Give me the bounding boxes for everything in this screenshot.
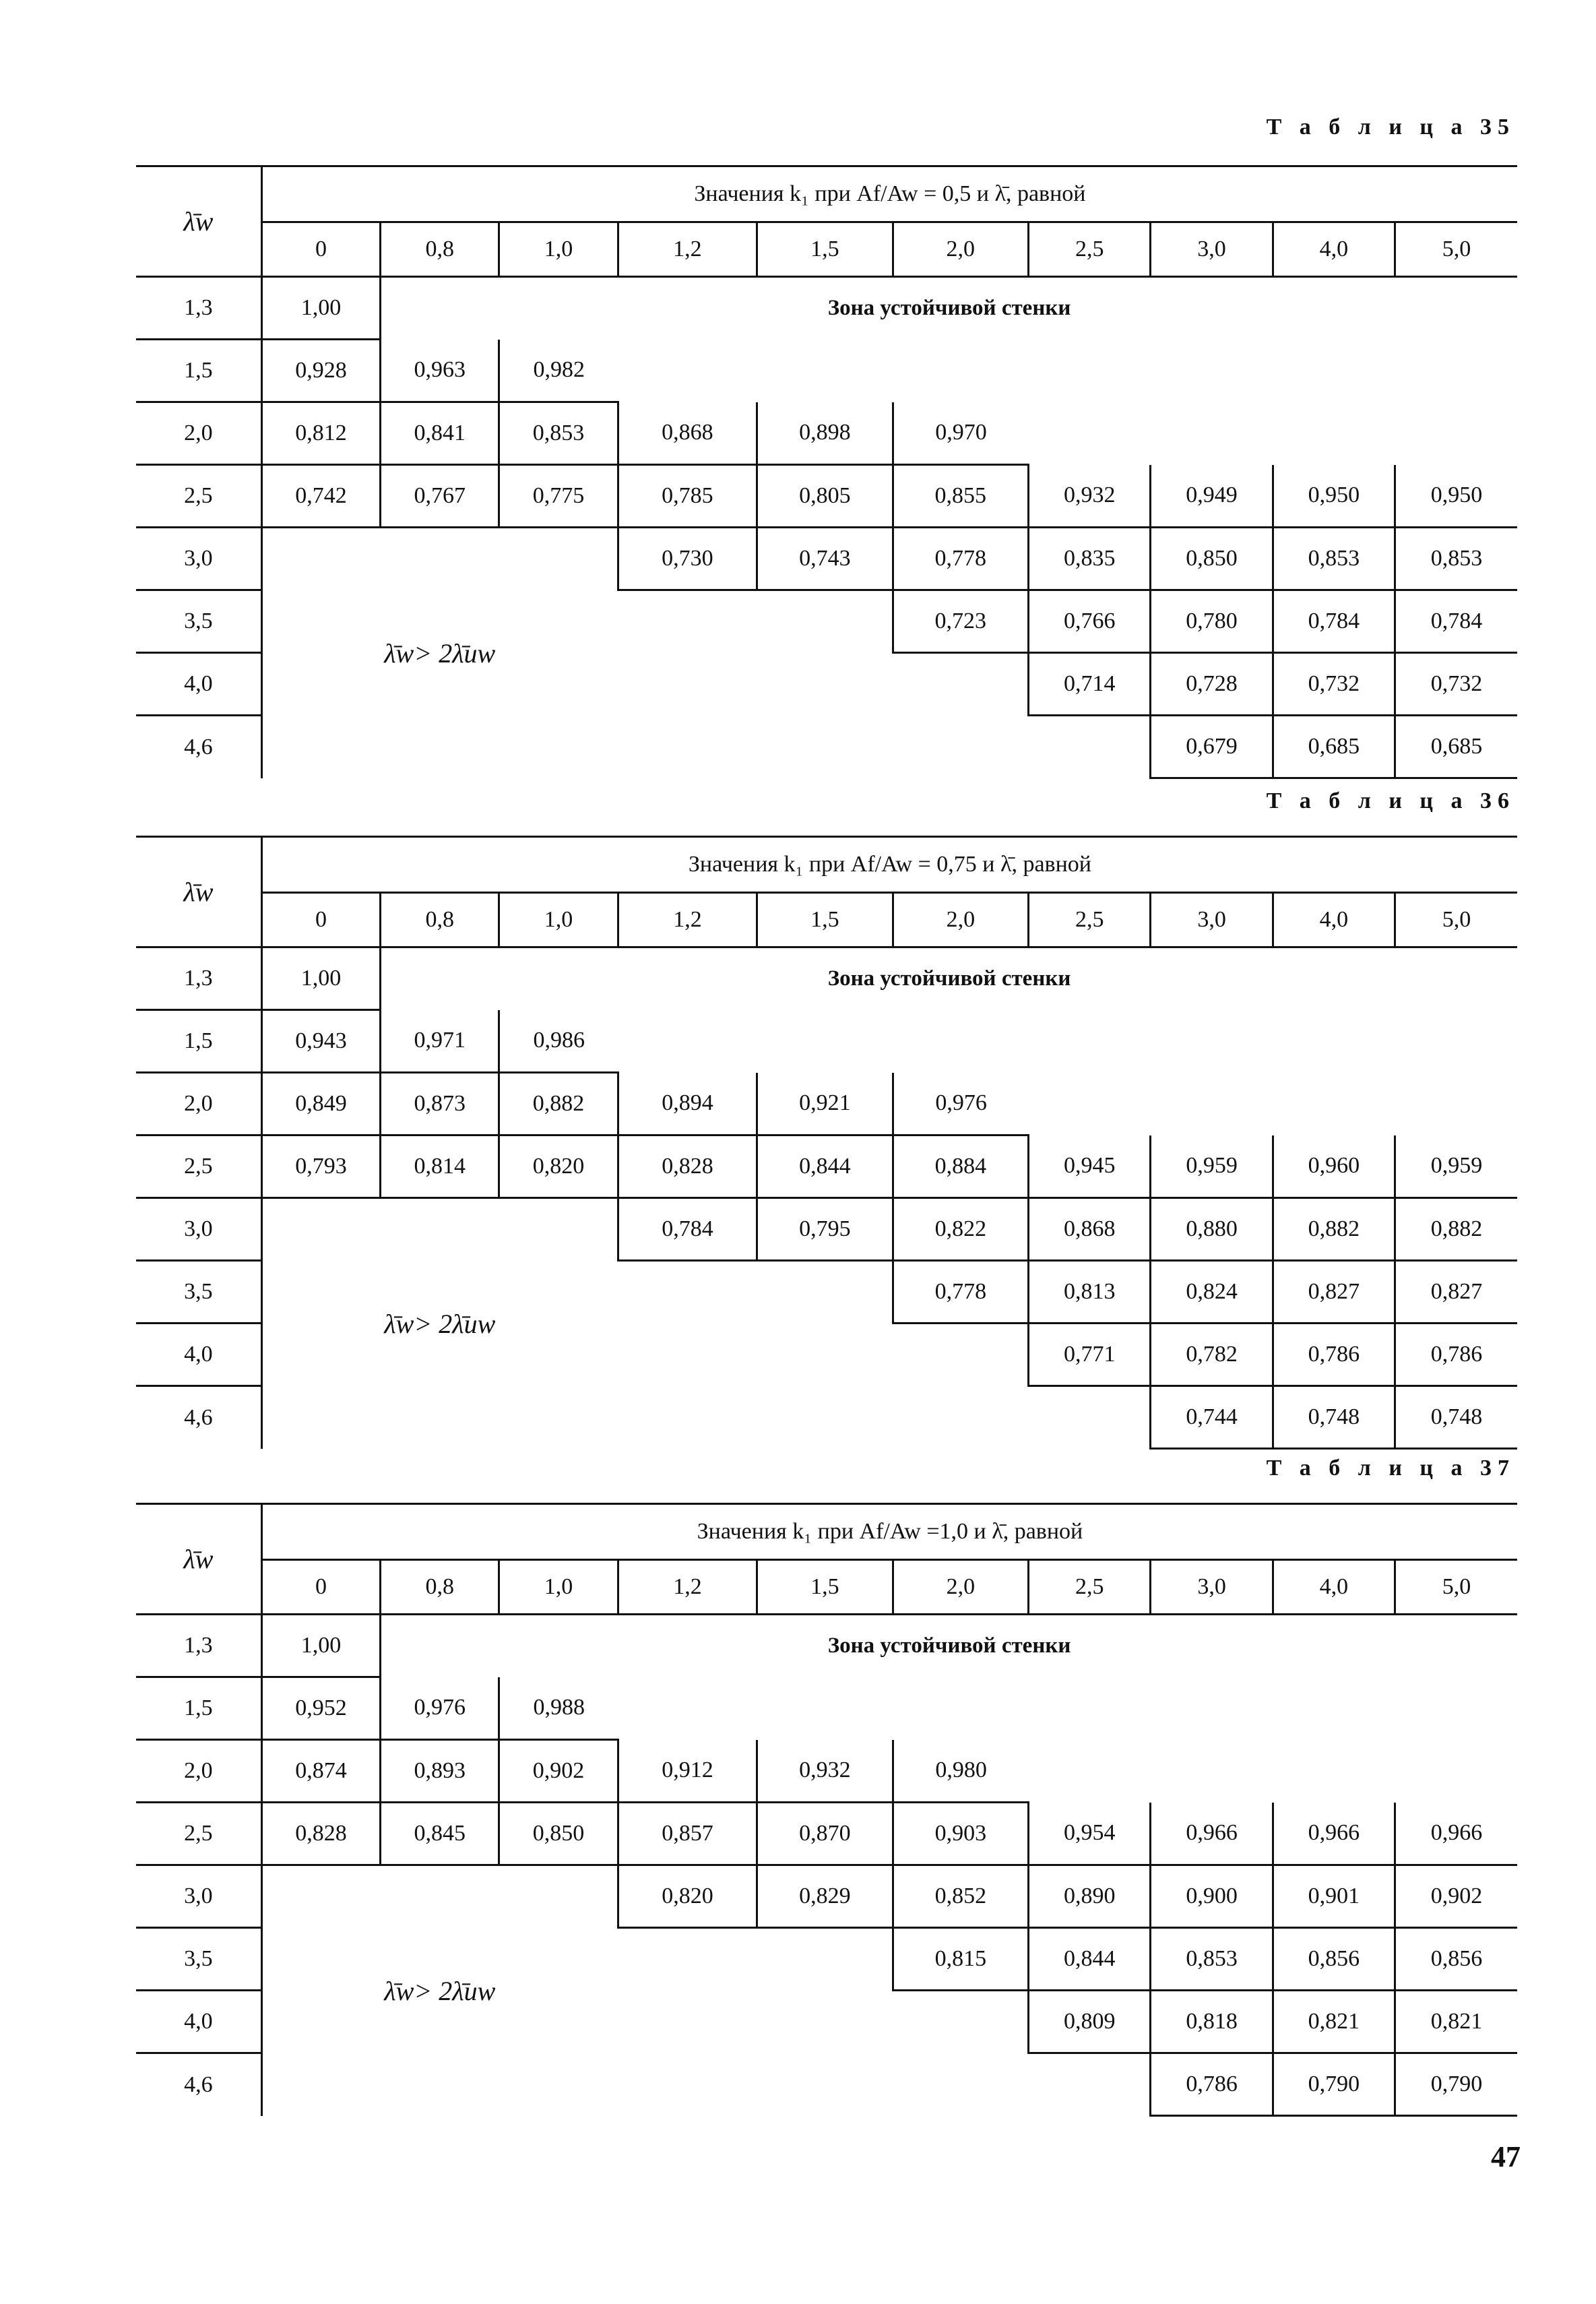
column-header: 2,5 — [1029, 893, 1151, 947]
lambda-w-value: 2,5 — [136, 1135, 261, 1198]
table-cell: 0,970 — [893, 402, 1028, 465]
table-cell: 0,950 — [1395, 465, 1517, 528]
table-row — [136, 1865, 1517, 1928]
column-header: 2,5 — [1029, 222, 1151, 277]
table-row — [136, 1740, 1517, 1803]
table-cell: 0,778 — [893, 1261, 1028, 1324]
table-cell: 0,795 — [757, 1198, 893, 1261]
lambda-w-value: 1,5 — [136, 340, 261, 402]
condition-label: λ̄w> 2λ̄uw — [261, 1198, 618, 1449]
column-header: 3,0 — [1151, 222, 1273, 277]
column-header: 4,0 — [1273, 893, 1395, 947]
lambda-w-value: 3,0 — [136, 1198, 261, 1261]
lambda-w-value: 3,0 — [136, 528, 261, 590]
table-row — [136, 1198, 1517, 1261]
stable-zone-label: Зона устойчивой стенки — [381, 277, 1517, 340]
table-row — [136, 1135, 1517, 1198]
table-cell: 0,814 — [381, 1135, 499, 1198]
table-cell: 0,730 — [618, 528, 757, 590]
table-cell: 0,882 — [1273, 1198, 1395, 1261]
table-cell: 0,845 — [381, 1803, 499, 1865]
table-cell: 0,966 — [1395, 1803, 1517, 1865]
lambda-w-header: λ̄w — [136, 166, 261, 277]
condition-label: λ̄w> 2λ̄uw — [261, 528, 618, 778]
table-cell: 0,874 — [261, 1740, 380, 1803]
lambda-w-value: 2,5 — [136, 1803, 261, 1865]
table-cell: 0,679 — [1151, 716, 1273, 778]
table-cell: 0,853 — [1151, 1928, 1273, 1991]
lambda-w-header: λ̄w — [136, 837, 261, 947]
table-cell: 0,902 — [499, 1740, 618, 1803]
table-cell: 0,805 — [757, 465, 893, 528]
column-header: 0,8 — [381, 222, 499, 277]
table-cell: 0,850 — [499, 1803, 618, 1865]
table-cell: 0,744 — [1151, 1386, 1273, 1449]
table-title: Значения k₁ при Af/Aw =1,0 и λ̄, равной — [261, 1504, 1517, 1560]
lambda-w-value: 4,0 — [136, 653, 261, 716]
table-cell: 0,793 — [261, 1135, 380, 1198]
table-cell: 0,714 — [1029, 653, 1151, 716]
table-cell: 0,921 — [757, 1073, 893, 1135]
coefficient-table — [136, 165, 1517, 779]
lambda-w-value: 2,5 — [136, 465, 261, 528]
table-cell: 0,815 — [893, 1928, 1028, 1991]
column-header: 0,8 — [381, 1560, 499, 1615]
lambda-w-value: 4,6 — [184, 734, 213, 759]
lambda-w-value: 3,5 — [136, 1261, 261, 1324]
table-cell: 0,742 — [261, 465, 380, 528]
lambda-w-value: 3,5 — [136, 1928, 261, 1991]
lambda-w-value: 1,3 — [136, 947, 261, 1010]
column-header: 1,0 — [499, 893, 618, 947]
lambda-w-value: 4,6 — [184, 2072, 213, 2097]
column-header: 0 — [261, 893, 380, 947]
lambda-w-value: 1,5 — [136, 1010, 261, 1073]
table-row — [136, 340, 1517, 402]
table-cell: 0,827 — [1273, 1261, 1395, 1324]
table-cell: 0,821 — [1273, 1991, 1395, 2053]
table-cell: 0,822 — [893, 1198, 1028, 1261]
table-cell: 0,903 — [893, 1803, 1028, 1865]
table-cell: 0,732 — [1273, 653, 1395, 716]
table-cell: 0,841 — [381, 402, 499, 465]
table-cell: 0,966 — [1151, 1803, 1273, 1865]
table-cell: 0,932 — [1029, 465, 1151, 528]
table-title: Значения k₁ при Af/Aw = 0,75 и λ̄, равной — [261, 837, 1517, 893]
table-cell: 0,856 — [1273, 1928, 1395, 1991]
table-caption: Т а б л и ц а 36 — [1266, 788, 1515, 813]
column-header: 1,0 — [499, 1560, 618, 1615]
table-cell: 0,912 — [618, 1740, 757, 1803]
stable-zone-label: Зона устойчивой стенки — [381, 1615, 1517, 1677]
lambda-w-value: 4,0 — [136, 1991, 261, 2053]
table-cell: 0,786 — [1151, 2053, 1273, 2116]
table-cell: 0,966 — [1273, 1803, 1395, 1865]
table-cell: 0,809 — [1029, 1991, 1151, 2053]
table-cell: 0,873 — [381, 1073, 499, 1135]
table-cell: 0,813 — [1029, 1261, 1151, 1324]
table-cell: 0,784 — [1273, 590, 1395, 653]
table-row — [136, 402, 1517, 465]
table-cell: 0,780 — [1151, 590, 1273, 653]
table-row — [136, 1010, 1517, 1073]
table-cell: 0,901 — [1273, 1865, 1395, 1928]
table-cell: 0,852 — [893, 1865, 1028, 1928]
column-header: 0 — [261, 222, 380, 277]
table-row — [136, 1803, 1517, 1865]
table-row — [136, 1073, 1517, 1135]
column-header: 5,0 — [1395, 1560, 1517, 1615]
table-row — [136, 528, 1517, 590]
table-cell: 0,775 — [499, 465, 618, 528]
table-cell: 0,844 — [1029, 1928, 1151, 1991]
table-cell: 0,976 — [381, 1677, 499, 1740]
table-cell: 0,976 — [893, 1073, 1028, 1135]
table-cell: 0,954 — [1029, 1803, 1151, 1865]
table-cell: 0,790 — [1395, 2053, 1517, 2116]
coefficient-table — [136, 1503, 1517, 2117]
lambda-w-value: 1,3 — [136, 277, 261, 340]
column-header: 3,0 — [1151, 1560, 1273, 1615]
table-row — [136, 465, 1517, 528]
lambda-w-value: 4,6 — [184, 1404, 213, 1430]
table-cell: 0,748 — [1395, 1386, 1517, 1449]
lambda-w-value: 2,0 — [136, 1073, 261, 1135]
lambda-w-value: 3,0 — [136, 1865, 261, 1928]
column-header: 1,5 — [757, 893, 893, 947]
table-row — [136, 277, 1517, 340]
table-cell: 0,743 — [757, 528, 893, 590]
table-cell: 0,728 — [1151, 653, 1273, 716]
table-cell: 0,959 — [1395, 1135, 1517, 1198]
column-header: 4,0 — [1273, 222, 1395, 277]
table-cell: 0,850 — [1151, 528, 1273, 590]
table-cell: 0,856 — [1395, 1928, 1517, 1991]
table-cell: 0,932 — [757, 1740, 893, 1803]
table-cell: 0,870 — [757, 1803, 893, 1865]
table-cell: 0,767 — [381, 465, 499, 528]
table-cell: 0,900 — [1151, 1865, 1273, 1928]
table-cell: 0,855 — [893, 465, 1028, 528]
table-cell: 1,00 — [261, 1615, 380, 1677]
table-cell: 0,898 — [757, 402, 893, 465]
table-cell: 0,893 — [381, 1740, 499, 1803]
table-cell: 1,00 — [261, 947, 380, 1010]
column-header: 1,0 — [499, 222, 618, 277]
table-caption: Т а б л и ц а 35 — [1266, 115, 1515, 139]
table-cell: 0,784 — [618, 1198, 757, 1261]
table-cell: 0,945 — [1029, 1135, 1151, 1198]
table-cell: 0,790 — [1273, 2053, 1395, 2116]
column-header: 1,5 — [757, 1560, 893, 1615]
table-cell: 0,786 — [1395, 1324, 1517, 1386]
lambda-w-value: 2,0 — [136, 402, 261, 465]
page-number: 47 — [1491, 2140, 1521, 2173]
table-row — [136, 1615, 1517, 1677]
column-header: 0 — [261, 1560, 380, 1615]
lambda-w-value: 1,5 — [136, 1677, 261, 1740]
column-header: 2,5 — [1029, 1560, 1151, 1615]
table-cell: 0,868 — [1029, 1198, 1151, 1261]
column-header: 4,0 — [1273, 1560, 1395, 1615]
column-header: 5,0 — [1395, 893, 1517, 947]
table-cell: 0,829 — [757, 1865, 893, 1928]
table-cell: 0,928 — [261, 340, 380, 402]
stable-zone-label: Зона устойчивой стенки — [381, 947, 1517, 1010]
table-cell: 0,943 — [261, 1010, 380, 1073]
table-cell: 0,835 — [1029, 528, 1151, 590]
column-header: 0,8 — [381, 893, 499, 947]
column-header: 1,2 — [618, 893, 757, 947]
table-cell: 0,785 — [618, 465, 757, 528]
table-cell: 0,868 — [618, 402, 757, 465]
lambda-w-value: 4,0 — [136, 1324, 261, 1386]
table-cell: 0,748 — [1273, 1386, 1395, 1449]
lambda-w-value: 2,0 — [136, 1740, 261, 1803]
table-cell: 0,857 — [618, 1803, 757, 1865]
column-header: 5,0 — [1395, 222, 1517, 277]
table-cell: 0,980 — [893, 1740, 1028, 1803]
table-cell: 0,880 — [1151, 1198, 1273, 1261]
table-cell: 0,853 — [1395, 528, 1517, 590]
table-cell: 0,884 — [893, 1135, 1028, 1198]
condition-label: λ̄w> 2λ̄uw — [261, 1865, 618, 2116]
table-cell: 0,960 — [1273, 1135, 1395, 1198]
table-cell: 0,685 — [1395, 716, 1517, 778]
table-cell: 0,849 — [261, 1073, 380, 1135]
column-header: 1,2 — [618, 1560, 757, 1615]
table-cell: 1,00 — [261, 277, 380, 340]
table-row — [136, 947, 1517, 1010]
table-cell: 0,853 — [1273, 528, 1395, 590]
table-cell: 0,784 — [1395, 590, 1517, 653]
coefficient-table — [136, 836, 1517, 1450]
table-cell: 0,959 — [1151, 1135, 1273, 1198]
table-cell: 0,812 — [261, 402, 380, 465]
table-cell: 0,971 — [381, 1010, 499, 1073]
table-cell: 0,824 — [1151, 1261, 1273, 1324]
table-cell: 0,963 — [381, 340, 499, 402]
table-cell: 0,820 — [618, 1865, 757, 1928]
table-cell: 0,828 — [261, 1803, 380, 1865]
table-cell: 0,982 — [499, 340, 618, 402]
column-header: 1,2 — [618, 222, 757, 277]
column-header: 2,0 — [893, 1560, 1028, 1615]
table-cell: 0,902 — [1395, 1865, 1517, 1928]
table-cell: 0,988 — [499, 1677, 618, 1740]
table-cell: 0,882 — [499, 1073, 618, 1135]
lambda-w-value: 3,5 — [136, 590, 261, 653]
table-cell: 0,952 — [261, 1677, 380, 1740]
lambda-w-value: 1,3 — [136, 1615, 261, 1677]
table-cell: 0,766 — [1029, 590, 1151, 653]
table-cell: 0,782 — [1151, 1324, 1273, 1386]
table-row — [136, 1677, 1517, 1740]
table-cell: 0,778 — [893, 528, 1028, 590]
table-cell: 0,818 — [1151, 1991, 1273, 2053]
table-cell: 0,950 — [1273, 465, 1395, 528]
table-cell: 0,732 — [1395, 653, 1517, 716]
table-caption: Т а б л и ц а 37 — [1266, 1456, 1515, 1481]
table-cell: 0,821 — [1395, 1991, 1517, 2053]
table-cell: 0,986 — [499, 1010, 618, 1073]
table-cell: 0,786 — [1273, 1324, 1395, 1386]
table-cell: 0,844 — [757, 1135, 893, 1198]
column-header: 2,0 — [893, 893, 1028, 947]
table-cell: 0,853 — [499, 402, 618, 465]
table-cell: 0,771 — [1029, 1324, 1151, 1386]
lambda-w-header: λ̄w — [136, 1504, 261, 1615]
table-cell: 0,820 — [499, 1135, 618, 1198]
column-header: 1,5 — [757, 222, 893, 277]
table-cell: 0,828 — [618, 1135, 757, 1198]
table-cell: 0,685 — [1273, 716, 1395, 778]
table-cell: 0,723 — [893, 590, 1028, 653]
column-header: 2,0 — [893, 222, 1028, 277]
table-cell: 0,827 — [1395, 1261, 1517, 1324]
table-cell: 0,894 — [618, 1073, 757, 1135]
table-title: Значения k₁ при Af/Aw = 0,5 и λ̄, равной — [261, 166, 1517, 222]
column-header: 3,0 — [1151, 893, 1273, 947]
table-cell: 0,890 — [1029, 1865, 1151, 1928]
table-cell: 0,949 — [1151, 465, 1273, 528]
table-cell: 0,882 — [1395, 1198, 1517, 1261]
